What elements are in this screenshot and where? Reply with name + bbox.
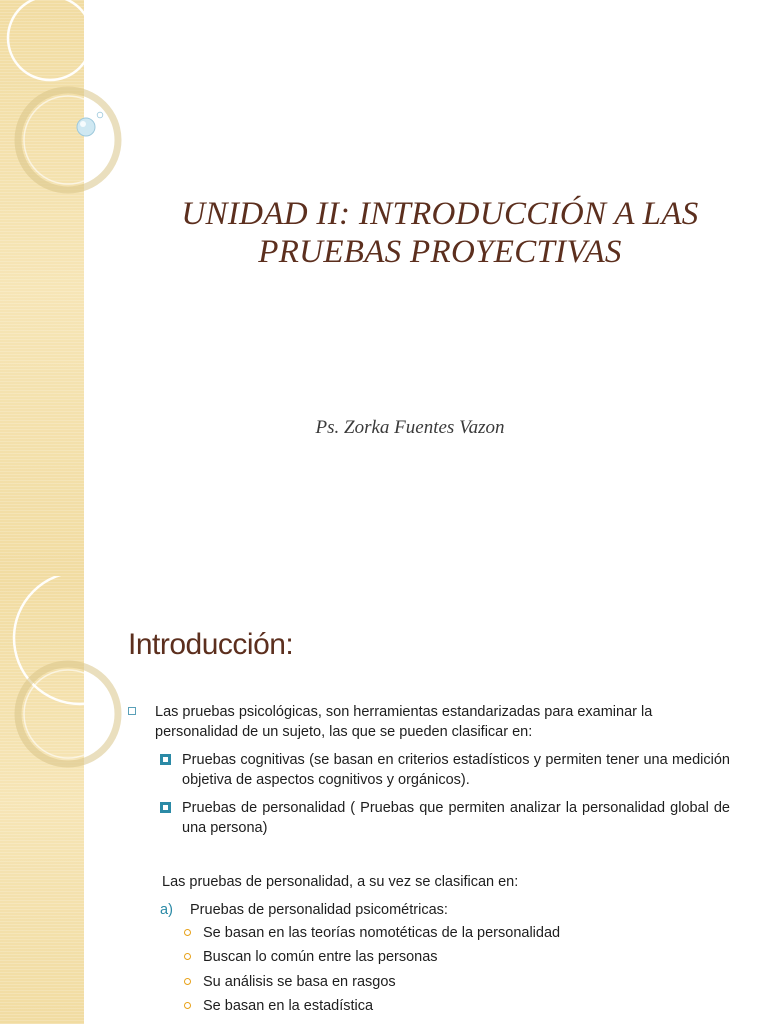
title-line-1: UNIDAD II: INTRODUCCIÓN A LAS [181,196,699,232]
square-bullet-icon [128,707,136,715]
sub-list-item-text: Pruebas cognitivas (se basan en criterios estadísticos y permiten tener una medición objetiva de aspectos cognitivos y orgánicos). [182,752,730,788]
circle-bullet-icon [184,978,191,985]
circle-list-item-text: Su análisis se basa en rasgos [203,974,396,990]
circle-list-item-text: Se basan en las teorías nomotéticas de la personalidad [203,925,561,941]
paragraph: Las pruebas de personalidad, a su vez se clasifican en: [162,874,519,890]
circle-bullet-icon [184,929,191,936]
letter-marker: a) [160,902,173,918]
section-heading: Introducción: [128,628,294,661]
slide-subtitle: Ps. Zorka Fuentes Vazon [315,417,505,438]
list-item-text: Las pruebas psicológicas, son herramientas estandarizadas para examinar la personalidad de un sujeto, las que se pueden clasificar en: [155,704,653,740]
lettered-item-text: Pruebas de personalidad psicométricas: [190,902,448,918]
circle-bullet-icon [184,953,191,960]
decorative-rings [0,576,140,1024]
content-slide [0,576,768,1024]
filled-square-bullet-icon [160,754,171,765]
slide-title [120,195,760,271]
circle-bullet-icon [184,1002,191,1009]
decorative-rings [0,0,140,576]
sub-list-item-text: Pruebas de personalidad ( Pruebas que permiten analizar la personalidad global de una persona) [182,800,730,836]
filled-square-bullet-icon [160,802,171,813]
circle-list-item-text: Buscan lo común entre las personas [203,949,438,965]
circle-list-item-text: Se basan en la estadística [203,998,374,1014]
title-line-2: PRUEBAS PROYECTIVAS [258,234,622,270]
